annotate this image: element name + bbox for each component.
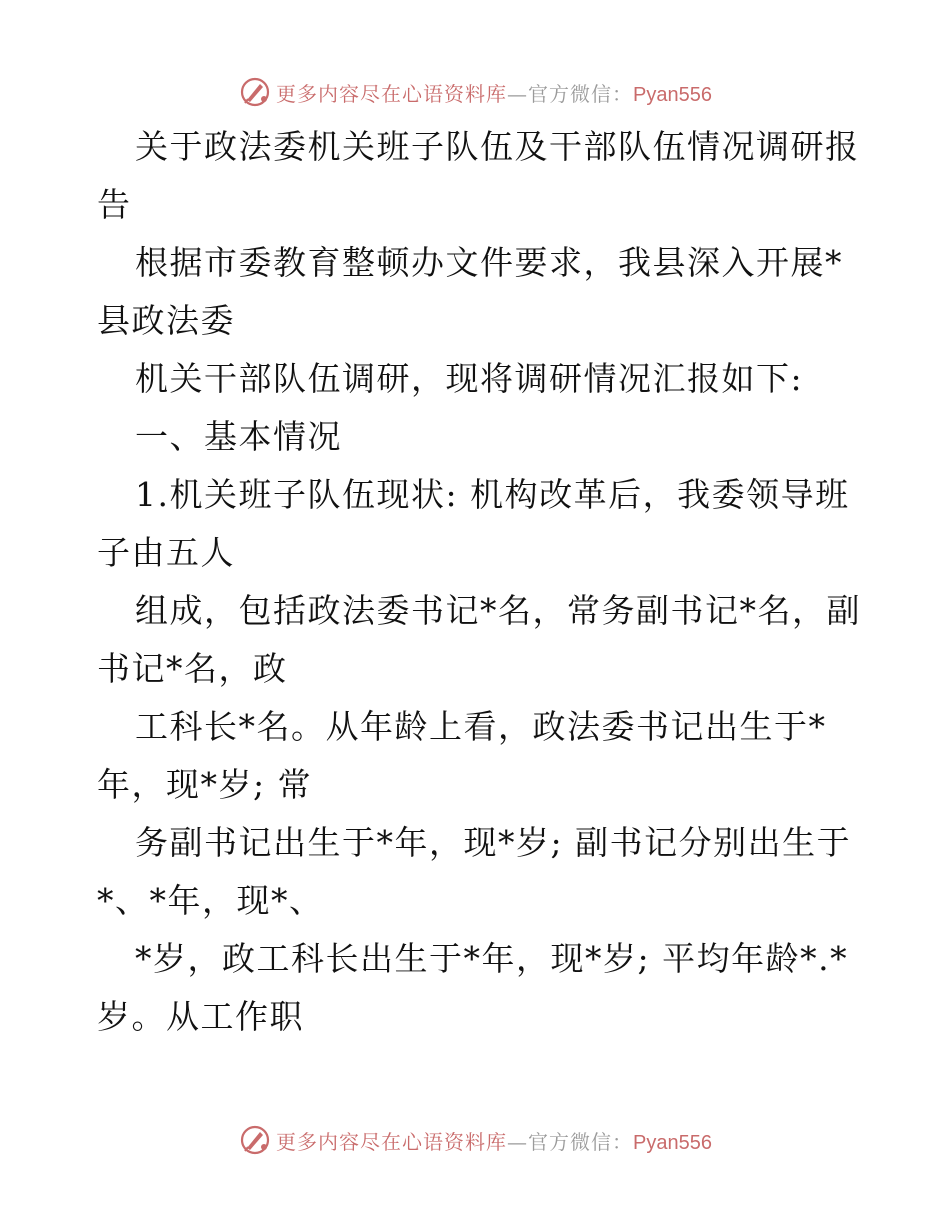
doc-line: *、*年，现*、 — [97, 881, 324, 920]
doc-line: 1.机关班子队伍现状: 机构改革后，我委领导班 — [135, 475, 850, 514]
header-watermark — [0, 72, 950, 112]
watermark-text — [276, 78, 712, 107]
watermark-brand: 更多内容尽在心语资料库 — [276, 1129, 508, 1154]
doc-line: 工科长*名。从年龄上看，政法委书记出生于* — [135, 707, 827, 746]
section-heading: 一、基本情况 — [135, 417, 342, 456]
footer-watermark — [0, 1120, 950, 1160]
doc-line: 子由五人 — [97, 533, 235, 572]
watermark-text — [276, 1126, 712, 1155]
doc-line: 岁。从工作职 — [97, 997, 304, 1036]
doc-line: *岁，政工科长出生于*年，现*岁; 平均年龄*.* — [135, 939, 849, 978]
doc-line: 书记*名，政 — [97, 649, 288, 688]
doc-line: 根据市委教育整顿办文件要求，我县深入开展* — [135, 243, 843, 282]
doc-line: 务副书记出生于*年，现*岁; 副书记分别出生于 — [135, 823, 852, 862]
watermark-dash: — — [507, 1129, 529, 1154]
watermark-label: 官方微信： — [528, 81, 634, 106]
doc-title-line-1: 关于政法委机关班子队伍及干部队伍情况调研报 — [135, 127, 860, 166]
quill-pen-circle-icon — [238, 75, 272, 109]
watermark-wechat-id: Pyan556 — [633, 1131, 712, 1154]
document-body — [97, 118, 867, 1046]
doc-line: 年，现*岁; 常 — [97, 765, 313, 804]
doc-title-line-2: 告 — [97, 185, 132, 224]
doc-line: 机关干部队伍调研，现将调研情况汇报如下: — [135, 359, 804, 398]
quill-pen-circle-icon — [238, 1123, 272, 1157]
watermark-brand: 更多内容尽在心语资料库 — [276, 81, 508, 106]
watermark-dash: — — [507, 81, 529, 106]
watermark-wechat-id: Pyan556 — [633, 83, 712, 106]
watermark-label: 官方微信： — [528, 1129, 634, 1154]
doc-line: 组成，包括政法委书记*名，常务副书记*名，副 — [135, 591, 861, 630]
doc-line: 县政法委 — [97, 301, 235, 340]
